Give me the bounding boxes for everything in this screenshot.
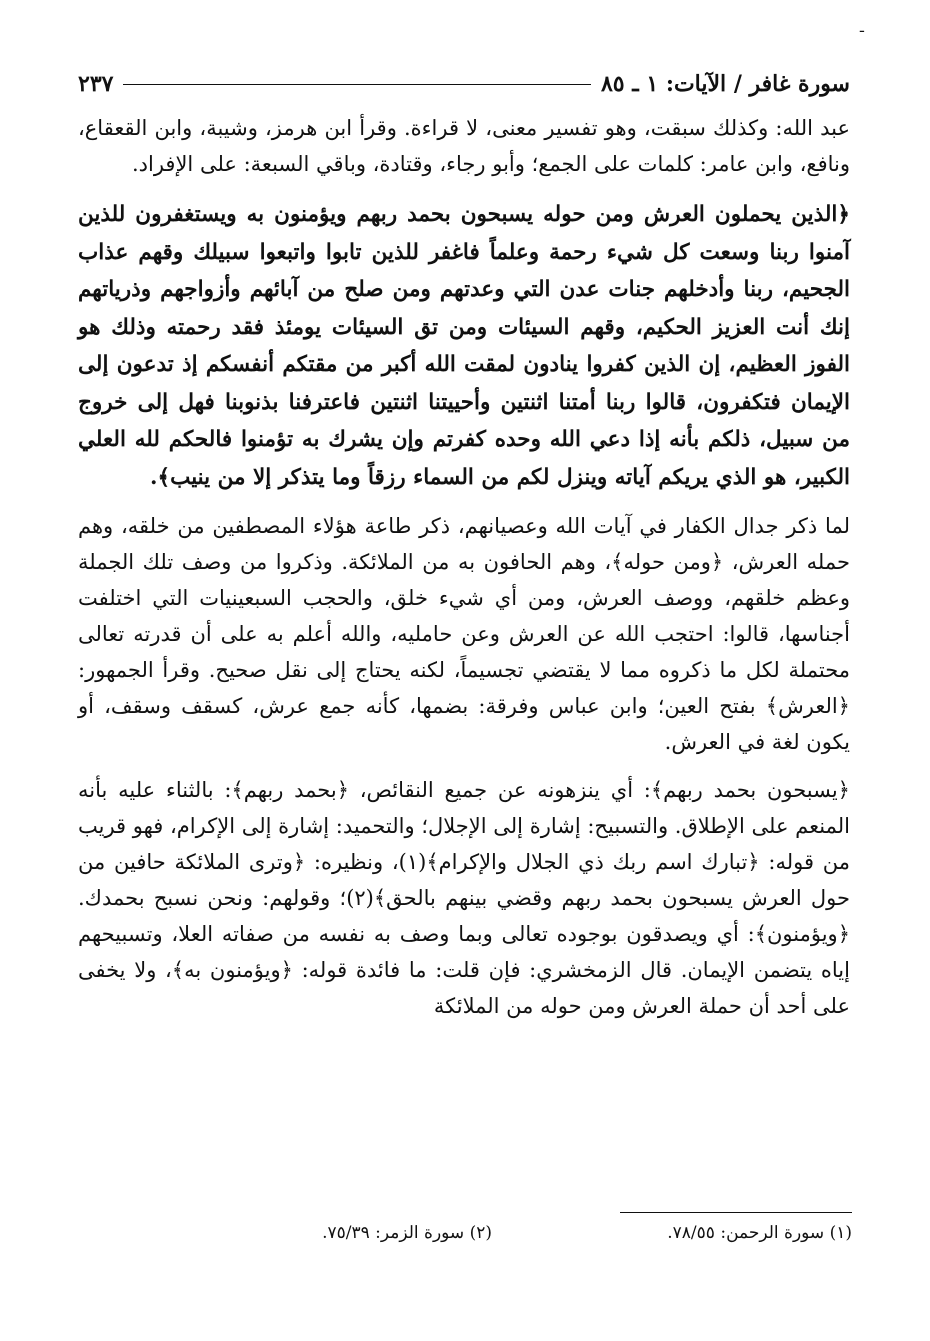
- quran-verse-block: ﴿الذين يحملون العرش ومن حوله يسبحون بحمد ربهم ويؤمنون به ويستغفرون للذين آمنوا ربنا وسعت كل شيء رحمة وعلماً فاغفر للذين تابوا واتبعوا سبيلك وقهم عذاب الجحيم، ربنا وأدخلهم جنات عدن التي وعدتهم ومن صلح من آبائهم وأزواجهم وذرياتهم إنك أنت العزيز الحكيم، وقهم السيئات ومن تق السيئات يومئذ فقد رحمته وذلك هو الفوز العظيم، إن الذين كفروا ينادون لمقت الله أكبر من مقتكم أنفسكم إذ تدعون إلى الإيمان فتكفرون، قالوا ربنا أمتنا اثنتين وأحييتنا اثنتين فاعترفنا بذنوبنا فهل إلى خروج من سبيل، ذلكم بأنه إذا دعي الله وحده كفرتم وإن يشرك به تؤمنوا فالحكم لله العلي الكبير، هو الذي يريكم آياته وينزل لكم من السماء رزقاً وما يتذكر إلا من ينيب﴾.: [78, 202, 850, 490]
- header-title: سورة غافر / الآيات: ١ ـ ٨٥: [600, 71, 850, 97]
- footnote-1: (١) سورة الرحمن: ٧٨/٥٥.: [667, 1223, 852, 1243]
- running-header: [78, 62, 850, 106]
- commentary-paragraph-2: ﴿يسبحون بحمد ربهم﴾: أي ينزهونه عن جميع النقائص، ﴿بحمد ربهم﴾: بالثناء عليه بأنه المنعم على الإطلاق. والتسبيح: إشارة إلى الإجلال؛ والتحميد: إشارة إلى الإكرام، فهو قريب من قوله: ﴿تبارك اسم ربك ذي الجلال والإكرام﴾(١)، ونظيره: ﴿وترى الملائكة حافين من حول العرش يسبحون بحمد ربهم وقضي بينهم بالحق﴾(٢)؛ وقولهم: ونحن نسبح بحمدك. ﴿ويؤمنون﴾: أي ويصدقون بوجوده تعالى وبما وصف به نفسه من صفاته العلا، وتسبيحهم إياه يتضمن الإيمان. قال الزمخشري: فإن قلت: ما فائدة قوله: ﴿ويؤمنون به﴾، ولا يخفى على أحد أن حملة العرش ومن حوله من الملائكة: [78, 778, 850, 1018]
- page-body: [78, 62, 850, 1024]
- footnote-separator: [620, 1212, 852, 1213]
- intro-paragraph: عبد الله: وكذلك سبقت، وهو تفسير معنى، لا قراءة. وقرأ ابن هرمز، وشيبة، وابن القعقاع، ونافع، وابن عامر: كلمات على الجمع؛ وأبو رجاء، وقتادة، وباقي السبعة: على الإفراد.: [78, 116, 850, 176]
- corner-mark: ـ: [859, 20, 864, 36]
- header-rule: [123, 84, 591, 85]
- footnotes: [80, 1220, 852, 1246]
- commentary-paragraph-1: لما ذكر جدال الكفار في آيات الله وعصيانهم، ذكر طاعة هؤلاء المصطفين من خلقه، وهم حمله العرش، ﴿ومن حوله﴾، وهم الحافون به من الملائكة. وذكروا من وصف تلك الجملة وعظم خلقهم، ووصف العرش، ومن أي شيء خلق، والحجب السبعينيات التي اختلفت أجناسها، قالوا: احتجب الله عن العرش وعن حامليه، والله أعلم به على أن قدرته تعالى محتملة لكل ما ذكروه مما لا يقتضي تجسيماً، لكنه يحتاج إلى نقل صحيح. وقرأ الجمهور: ﴿العرش﴾ بفتح العين؛ وابن عباس وفرقة: بضمها، كأنه جمع عرش، كسقف وسقف، أو يكون لغة في العرش.: [78, 514, 850, 754]
- footnote-2: (٢) سورة الزمر: ٧٥/٣٩.: [322, 1223, 492, 1243]
- page-number: ٢٣٧: [78, 71, 114, 97]
